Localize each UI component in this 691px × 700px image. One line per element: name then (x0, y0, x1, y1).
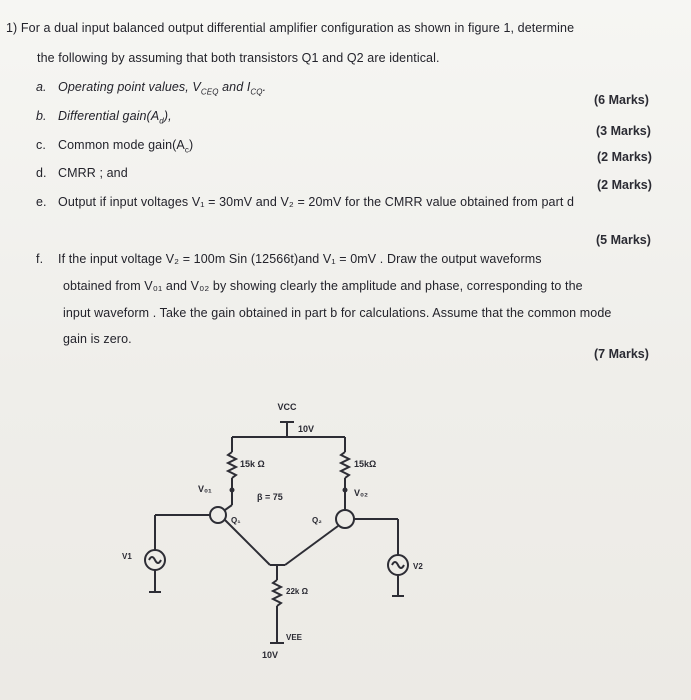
q1-label: Q₁ (231, 516, 241, 525)
part-a: a. Operating point values, $V_{CEQ}$ and $I_{CQ}$. (36, 80, 267, 97)
rc1-label: 15k Ω (240, 459, 265, 469)
re-label: 22k Ω (286, 587, 308, 596)
question-stem-line1: 1) For a dual input balanced output differential amplifier configuration as shown in figure 1, determine (6, 21, 575, 35)
part-d-marks: (2 Marks) (597, 178, 652, 192)
part-f-line1: f. If the input voltage V₂ = 100m Sin (12566t)and V₁ = 0mV . Draw the output waveforms (36, 252, 542, 266)
beta-label: β = 75 (257, 492, 283, 502)
part-e: e. Output if input voltages V₁ = 30mV and V₂ = 20mV for the CMRR value obtained from part d (36, 195, 575, 209)
q2-label: Q₂ (312, 516, 322, 525)
circuit-diagram (0, 380, 691, 700)
part-c: c. Common mode $gain(A_c)$ (36, 138, 194, 155)
q1-symbol (210, 507, 226, 523)
part-f-marks: (7 Marks) (594, 347, 649, 361)
vo2-label: V₀₂ (354, 488, 369, 498)
question-stem-line2: the following by assuming that both transistors Q1 and Q2 are identical. (37, 51, 440, 65)
part-c-marks: (2 Marks) (597, 150, 652, 164)
v2-label: V2 (413, 562, 423, 571)
rc2-resistor (341, 452, 349, 478)
vo1-label: V₀₁ (198, 484, 212, 494)
part-d: d. CMRR ; and (36, 166, 128, 180)
part-b: b. Differential $gain(A_d)$, (36, 109, 172, 126)
vo2-node (343, 488, 348, 493)
rc2-label: 15kΩ (354, 459, 377, 469)
part-f-line3: input waveform . Take the gain obtained in part b for calculations. Assume that the common mode (63, 306, 612, 320)
part-b-marks: (3 Marks) (596, 124, 651, 138)
v1-label: V1 (122, 552, 132, 561)
vcc-label: VCC (277, 402, 297, 412)
vee-value: 10V (262, 650, 279, 660)
part-f-line2: obtained from V₀₁ and V₀₂ by showing clearly the amplitude and phase, corresponding to the (63, 279, 583, 293)
q2-symbol (336, 510, 354, 528)
vcc-value: 10V (298, 424, 315, 434)
vo1-node (230, 488, 235, 493)
part-e-marks: (5 Marks) (596, 233, 651, 247)
part-f-line4: gain is zero. (63, 332, 132, 346)
part-a-marks: (6 Marks) (594, 93, 649, 107)
question-number: 1) (6, 21, 18, 35)
vee-label: VEE (286, 633, 303, 642)
rc1-resistor (228, 452, 236, 478)
re-resistor (273, 580, 281, 606)
